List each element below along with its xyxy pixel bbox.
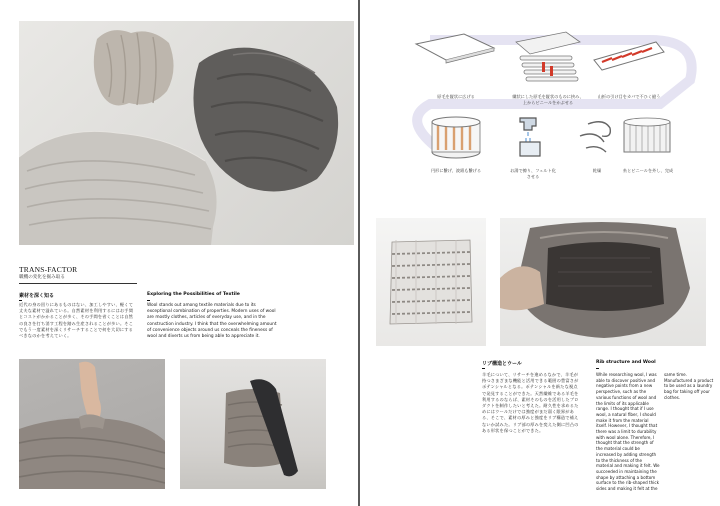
jp-heading: 素材を深く知る	[19, 293, 55, 299]
felt-sheet-photo	[376, 218, 486, 346]
hand-pulling-felt-photo	[19, 359, 165, 489]
right-page	[360, 0, 720, 506]
step4-ring-icon	[432, 117, 480, 158]
step6-wind-icon	[580, 122, 610, 152]
step3-stitch-icon	[594, 42, 664, 70]
jp-heading-right: リブ構造とウール	[482, 361, 522, 367]
step-caption-4: 円形に繋げ、波紙も繋げる	[430, 168, 482, 173]
felt-bag-photo	[180, 359, 326, 489]
step7-bag-icon	[624, 118, 670, 152]
step5-faucet-icon	[520, 118, 540, 156]
en-body-right-col1: While researching wool, I was able to discover positive and negative points from a new perspective, such as the various functions of wool and the limits of its applicable range. I thought that if I use wool, a natural fiber, I should make it from the material itself. However, I thought that there was a limit to durability with wool alone. Therefore, I thought that the strength of the material could be increased by adding strength to the thickness of the material and making it felt. We succeeded in maintaining the shape by attaching a bottom surface to the rib-shaped thick sides and making it felt at the	[596, 372, 660, 492]
section-title: TRANS-FACTOR	[19, 265, 78, 274]
felt-sleeves-photo	[19, 21, 354, 245]
jp-body: 近代の身の回りにあるものはない、加工しやすい、軽くて丈夫な素材で溢れている。自然素材を利用するにはお手間とコストがかかることが多く、その手間を省くことは自然の良さを打ち消す工程を踏み生産されることが多い。そこでもう一度素材を深くリサーチすることで何を大切にするべきなのかを考えていく。	[19, 302, 134, 339]
step-caption-1: 原毛を縦状に広げる	[437, 94, 475, 99]
step-caption-2: 繊状にした原毛を縦状のものに挟み、上からビニールをかぶせる	[512, 94, 584, 105]
en-heading: Exploring the Possibilities of Textile	[147, 292, 240, 297]
step-caption-3: 山折の引け目をカバで不ひく縫う	[597, 94, 661, 99]
jp-body-right: 羊毛について、リサーチを進めるなかで、羊毛が持つさまざまな機能と活用できる範囲の豊富さがポテンシャルとなる。ポテンシャルを新たな視点で発見することができた。天然繊維である羊毛を利用するのならば、素材そのものを活用したプロダクトを制作したいと考えた。耐久性を求めるためにはウールだけでは強度がまだ弱く限界がある、そこで、素材の厚みと強度をリブ構造で補えないか試みた。リブ部の厚みを変えた側に凹凸のある形状を保つことができた。	[482, 372, 579, 433]
jp-heading-right-dash	[482, 368, 485, 369]
en-body: Wool stands out among textile materials due to its exceptional combination of properties. Modern uses of wool are mostly clothes, articles of everyday use, and in the construction industry. I think that the overwhelming amount of convenience objects around us conceals the fineness of wool and diverts us from being able to appreciate it.	[147, 303, 277, 340]
inside-felt-bag-photo	[500, 218, 706, 346]
step-caption-7: 糸とビニールを外し、完成	[622, 168, 674, 173]
section-rule	[19, 283, 137, 284]
en-heading-dash	[147, 300, 150, 301]
en-body-right-col2: same time. Manufactured a product to be used as a laundry bag for taking off your clothes.	[664, 372, 714, 400]
step-caption-6: 乾燥	[592, 168, 602, 173]
en-heading-right-dash	[596, 368, 599, 369]
step-caption-5: お湯で擦り、フェルト化させる	[510, 168, 556, 179]
en-heading-right: Rib structure and Wool	[596, 360, 656, 365]
jp-heading-dash	[19, 300, 22, 301]
section-subtitle: 職機の変化を掘み取る	[19, 275, 65, 280]
left-page	[0, 0, 358, 506]
